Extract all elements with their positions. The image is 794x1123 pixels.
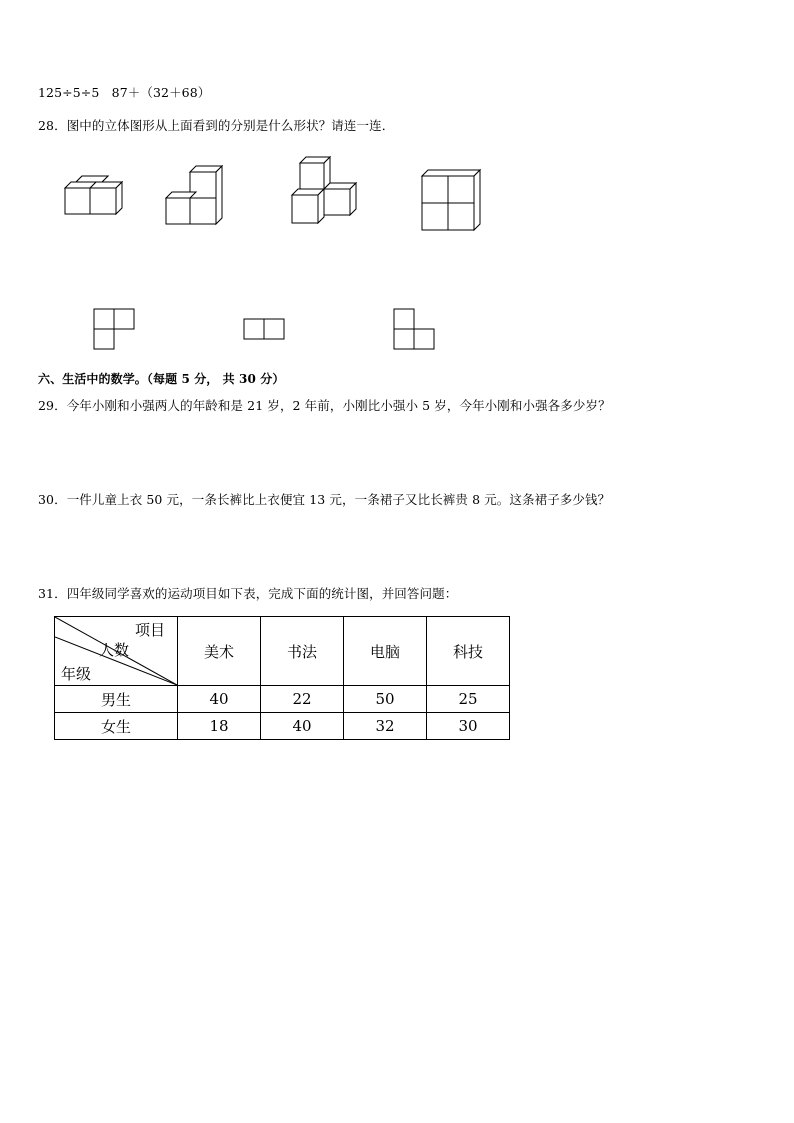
question-30: 30．一件儿童上衣 50 元，一条长裤比上衣便宜 13 元，一条裙子又比长裤贵 8 元。这条裙子多少钱？: [38, 492, 611, 507]
solid-figure-2: [164, 160, 234, 230]
row-label: 女生: [55, 713, 178, 740]
corner-label-project: 项目: [135, 621, 166, 639]
section-heading: 六、生活中的数学。（每题 5 分， 共 30 分）: [38, 372, 285, 386]
table-header-row: [55, 617, 510, 686]
diagonal-header-cell: [55, 617, 178, 686]
table-cell: 25: [427, 686, 510, 713]
question-28: 28．图中的立体图形从上面看到的分别是什么形状？请连一连．: [38, 118, 395, 133]
table-cell: 18: [178, 713, 261, 740]
table-cell: 40: [178, 686, 261, 713]
expression-1: 125÷5÷5: [38, 85, 100, 100]
expression-2: 87＋（32＋68）: [111, 85, 211, 100]
solid-figure-4: [420, 168, 490, 238]
top-view-shape-2: [243, 318, 287, 342]
column-header: 书法: [261, 617, 344, 686]
question-29: 29．今年小刚和小强两人的年龄和是 21 岁，2 年前，小刚比小强小 5 岁，今年小刚和小强各多少岁？: [38, 398, 611, 413]
table-cell: 30: [427, 713, 510, 740]
corner-label-count: 人数: [99, 641, 130, 659]
column-header: 科技: [427, 617, 510, 686]
expression-line: [38, 83, 210, 101]
top-view-shape-1: [93, 308, 137, 352]
top-view-shape-3: [393, 308, 437, 352]
solid-figure-3: [290, 155, 370, 227]
question-31: 31．四年级同学喜欢的运动项目如下表，完成下面的统计图，并回答问题：: [38, 586, 458, 601]
column-header: 美术: [178, 617, 261, 686]
corner-label-grade: 年级: [61, 665, 92, 683]
column-header: 电脑: [344, 617, 427, 686]
table-cell: 40: [261, 713, 344, 740]
table-row: [55, 686, 510, 713]
sports-table: [54, 616, 510, 740]
solid-figure-1: [62, 176, 132, 226]
table-cell: 32: [344, 713, 427, 740]
row-label: 男生: [55, 686, 178, 713]
table-row: [55, 713, 510, 740]
table-cell: 50: [344, 686, 427, 713]
table-cell: 22: [261, 686, 344, 713]
